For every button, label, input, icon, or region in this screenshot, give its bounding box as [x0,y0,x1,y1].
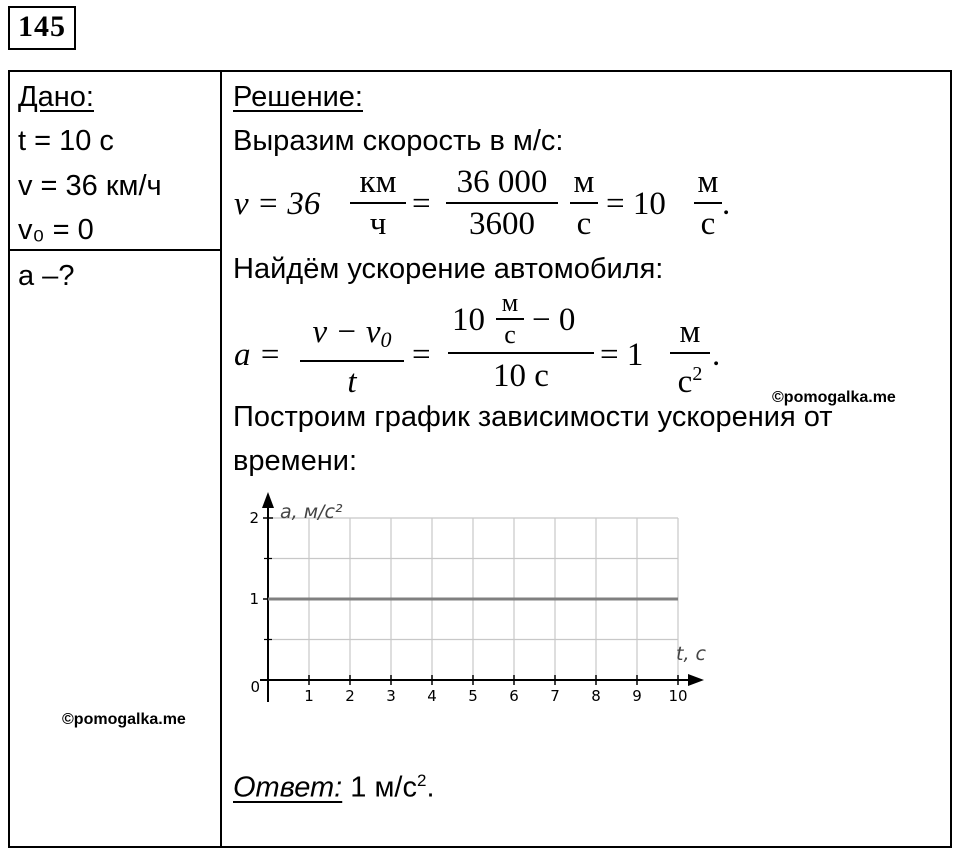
eq2-f2-num-b: − 0 [532,302,576,338]
given-time: t = 10 с [18,125,114,157]
eq2-f1-den: t [347,364,357,400]
eq2-inner-den: с [504,320,516,349]
watermark-top: ©pomogalka.me [772,389,896,406]
eq1-equals: = [412,186,431,222]
eq2-period: . [712,337,721,373]
x-tick-label: 2 [345,687,355,705]
watermark-bottom: ©pomogalka.me [62,711,186,728]
origin-label: 0 [250,678,260,696]
eq2-equals: = [412,337,431,373]
graph-text-line1: Построим график зависимости ускорения от [233,401,833,433]
eq2-inner-fraction [496,288,524,350]
y-tick-label: 1 [249,590,259,608]
given-header: Дано: [18,81,94,113]
eq2-f2-den: 10 с [493,358,549,394]
eq2-inner-num: м [501,288,519,317]
eq2-fraction-values [448,288,594,396]
eq2-f3-den-sup: 2 [692,363,703,385]
y-axis-arrow [262,492,274,508]
eq2-result: = 1 [600,337,644,373]
table-divider-vertical [220,70,222,848]
eq1-fraction-numbers [446,162,558,244]
solution-intro: Выразим скорость в м/с: [233,125,564,157]
eq1-f2-den: 3600 [469,206,535,242]
x-tick-label: 3 [386,687,396,705]
eq1-period: . [722,186,731,222]
y-tick-label: 2 [249,509,259,527]
eq1-lhs: v = 36 [234,186,321,222]
x-tick-label: 1 [304,687,314,705]
eq2-fraction-definition [300,312,404,402]
answer-sup: 2 [416,771,427,790]
eq2-f1-num: v − v [312,314,381,350]
x-tick-label: 4 [427,687,437,705]
x-axis-arrow [688,674,704,686]
x-tick-label: 6 [509,687,519,705]
find-quantity: a –? [18,260,75,292]
eq1-fraction-km-h [350,162,406,244]
eq1-result: = 10 [606,186,666,222]
given-initial-velocity: v₀ = 0 [18,214,94,246]
eq2-f3-num: м [679,314,701,350]
eq1-f4-num: м [697,164,719,200]
problem-number: 145 [8,6,76,50]
solution-header: Решение: [233,81,363,113]
eq1-f2-num: 36 000 [456,164,548,200]
x-tick-label: 9 [632,687,642,705]
answer-value: 1 м/с [350,771,417,804]
x-tick-label: 5 [468,687,478,705]
eq1-fraction-result-unit [694,162,722,244]
eq1-f3-den: с [576,206,592,242]
accel-text: Найдём ускорение автомобиля: [233,253,664,285]
y-axis-label: a, м/с² [280,501,343,523]
acceleration-time-chart [230,488,710,720]
eq1-f1-den: ч [369,206,387,242]
answer [233,760,435,809]
x-axis-label: t, с [676,643,706,665]
eq1-f4-den: с [700,206,716,242]
given-velocity: v = 36 км/ч [18,170,162,202]
eq2-f2-num-a: 10 [452,302,485,338]
answer-period: . [426,771,435,804]
answer-label: Ответ: [233,771,343,804]
x-tick-label: 10 [668,687,688,705]
graph-text-line2: времени: [233,445,358,477]
eq2-f1-num-sub: 0 [380,327,392,352]
x-tick-label: 7 [550,687,560,705]
eq1-f1-num: км [359,164,397,200]
x-tick-label: 8 [591,687,601,705]
eq2-fraction-unit [670,312,710,402]
eq1-f3-num: м [573,164,595,200]
eq2-f3-den: с [677,364,693,400]
eq2-lhs: a = [234,337,282,373]
eq1-fraction-m-s [570,162,598,244]
